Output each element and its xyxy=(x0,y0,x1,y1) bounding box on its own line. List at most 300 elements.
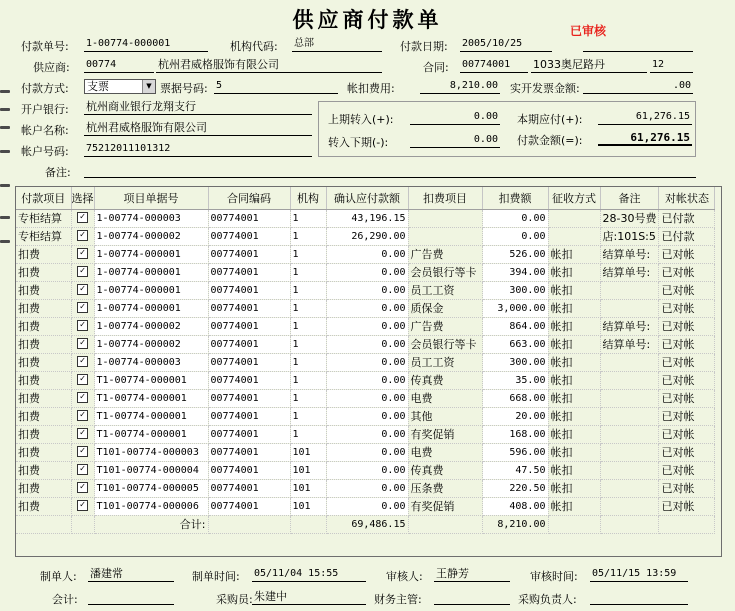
table-cell: 0.00 xyxy=(326,299,408,317)
table-cell: 结算单号: xyxy=(600,335,659,353)
current-due-label: 本期应付(+): xyxy=(517,113,583,126)
table-row[interactable] xyxy=(16,209,715,227)
table-cell: 408.00 xyxy=(482,497,548,515)
table-cell: 帐扣 xyxy=(548,335,600,353)
col-header[interactable]: 备注 xyxy=(600,187,659,209)
col-header[interactable]: 征收方式 xyxy=(548,187,600,209)
table-cell: 帐扣 xyxy=(548,245,600,263)
table-cell: 28-30号费 xyxy=(600,209,659,227)
table-cell: 1 xyxy=(290,299,326,317)
table-cell: 已对帐 xyxy=(659,443,715,461)
checkbox[interactable]: ✓ xyxy=(77,500,88,511)
table-cell: 帐扣 xyxy=(548,281,600,299)
deduct-fee-field: 8,210.00 xyxy=(420,79,500,94)
table-cell: 1 xyxy=(290,227,326,245)
table-cell: 扣费 xyxy=(16,371,71,389)
table-cell: 0.00 xyxy=(326,263,408,281)
total-row xyxy=(16,515,715,533)
table-cell: 00774001 xyxy=(208,335,290,353)
table-cell: 帐扣 xyxy=(548,497,600,515)
supplier-name-field: 杭州君威格服饰有限公司 xyxy=(156,58,382,73)
table-cell: T101-00774-000004 xyxy=(94,461,208,479)
pay-method-value: 支票 xyxy=(87,80,109,93)
table-cell: 扣费 xyxy=(16,353,71,371)
table-cell: 已对帐 xyxy=(659,263,715,281)
select-checkbox-cell[interactable] xyxy=(71,389,94,407)
edge-handle xyxy=(0,216,10,219)
table-cell: 电费 xyxy=(408,389,482,407)
col-header[interactable]: 确认应付款额 xyxy=(326,187,408,209)
table-cell: T1-00774-000001 xyxy=(94,425,208,443)
table-cell xyxy=(600,407,659,425)
select-checkbox-cell[interactable] xyxy=(71,227,94,245)
table-cell xyxy=(548,209,600,227)
table-cell: 广告费 xyxy=(408,317,482,335)
table-cell: 43,196.15 xyxy=(326,209,408,227)
bank-label: 开户银行: xyxy=(21,103,69,116)
table-cell: 1 xyxy=(290,245,326,263)
table-cell: 扣费 xyxy=(16,245,71,263)
checkbox[interactable]: ✓ xyxy=(77,374,88,385)
account-no-label: 帐户号码: xyxy=(21,145,69,158)
table-cell: 00774001 xyxy=(208,299,290,317)
org-field[interactable]: 总部 xyxy=(292,37,382,52)
table-cell: 员工工资 xyxy=(408,281,482,299)
table-cell: 526.00 xyxy=(482,245,548,263)
table-cell: 0.00 xyxy=(326,497,408,515)
table-cell: 394.00 xyxy=(482,263,548,281)
table-row[interactable] xyxy=(16,263,715,281)
accountant-field xyxy=(88,590,174,605)
table-cell: 扣费 xyxy=(16,263,71,281)
ticket-label: 票据号码: xyxy=(160,82,208,95)
edge-handle xyxy=(0,184,10,187)
col-header[interactable]: 机构 xyxy=(290,187,326,209)
checkbox[interactable]: ✓ xyxy=(77,212,88,223)
edge-handle xyxy=(0,90,10,93)
table-row[interactable] xyxy=(16,317,715,335)
table-cell: 20.00 xyxy=(482,407,548,425)
status-extra-field xyxy=(583,37,693,52)
pay-amount-label: 付款金额(=): xyxy=(517,134,583,147)
table-cell: 0.00 xyxy=(326,281,408,299)
maker-label: 制单人: xyxy=(40,570,77,583)
table-row[interactable] xyxy=(16,389,715,407)
select-checkbox-cell[interactable] xyxy=(71,317,94,335)
buyer-label: 采购员: xyxy=(216,593,253,606)
col-header[interactable]: 对帐状态 xyxy=(659,187,715,209)
table-cell: 0.00 xyxy=(326,317,408,335)
table-cell: 帐扣 xyxy=(548,389,600,407)
table-cell: 101 xyxy=(290,497,326,515)
prev-in-field[interactable]: 0.00 xyxy=(410,110,500,125)
table-cell: 1-00774-000001 xyxy=(94,245,208,263)
table-cell xyxy=(548,227,600,245)
audit-time-field: 05/11/15 13:59 xyxy=(590,567,688,582)
table-cell: 帐扣 xyxy=(548,461,600,479)
table-cell: 00774001 xyxy=(208,443,290,461)
table-cell: 扣费 xyxy=(16,407,71,425)
accountant-label: 会计: xyxy=(52,593,78,606)
table-cell: 00774001 xyxy=(208,371,290,389)
col-header[interactable]: 选择 xyxy=(71,187,94,209)
checkbox[interactable]: ✓ xyxy=(77,266,88,277)
checkbox[interactable]: ✓ xyxy=(77,446,88,457)
select-checkbox-cell[interactable] xyxy=(71,443,94,461)
table-cell: 电费 xyxy=(408,443,482,461)
table-cell: 0.00 xyxy=(326,371,408,389)
table-cell xyxy=(600,443,659,461)
table-cell: 已对帐 xyxy=(659,335,715,353)
table-cell: 员工工资 xyxy=(408,353,482,371)
table-cell: 1 xyxy=(290,425,326,443)
table-cell: 0.00 xyxy=(326,443,408,461)
table-cell: 864.00 xyxy=(482,317,548,335)
table-cell: 1-00774-000001 xyxy=(94,281,208,299)
table-cell: 已对帐 xyxy=(659,281,715,299)
table-cell: 扣费 xyxy=(16,461,71,479)
table-cell: 已对帐 xyxy=(659,245,715,263)
col-header[interactable]: 合同编码 xyxy=(208,187,290,209)
table-cell: 专柜结算 xyxy=(16,227,71,245)
chevron-down-icon[interactable]: ▼ xyxy=(142,80,155,93)
table-cell: 1-00774-000002 xyxy=(94,317,208,335)
table-row[interactable] xyxy=(16,479,715,497)
table-cell: 1 xyxy=(290,263,326,281)
table-cell xyxy=(600,389,659,407)
table-cell: T101-00774-000006 xyxy=(94,497,208,515)
table-cell: 1 xyxy=(290,353,326,371)
table-cell: T101-00774-000005 xyxy=(94,479,208,497)
select-checkbox-cell[interactable] xyxy=(71,479,94,497)
table-cell: 47.50 xyxy=(482,461,548,479)
invoice-label: 实开发票金额: xyxy=(510,82,580,95)
finance-field xyxy=(434,590,510,605)
table-cell: 101 xyxy=(290,479,326,497)
table-cell: 00774001 xyxy=(208,461,290,479)
table-cell: 1 xyxy=(290,281,326,299)
table-cell: 已对帐 xyxy=(659,371,715,389)
checkbox[interactable]: ✓ xyxy=(77,320,88,331)
table-row[interactable] xyxy=(16,227,715,245)
edge-handle xyxy=(0,108,10,111)
table-cell: 扣费 xyxy=(16,317,71,335)
remark-label: 备注: xyxy=(45,166,71,179)
table-cell: 扣费 xyxy=(16,299,71,317)
maker-field: 潘建常 xyxy=(88,567,174,582)
audit-time-label: 审核时间: xyxy=(530,570,578,583)
table-cell xyxy=(600,461,659,479)
table-cell: 00774001 xyxy=(208,389,290,407)
table-cell: 00774001 xyxy=(208,407,290,425)
detail-table xyxy=(16,187,715,534)
col-header[interactable]: 项目单据号 xyxy=(94,187,208,209)
table-cell: 300.00 xyxy=(482,353,548,371)
table-cell: 0.00 xyxy=(482,227,548,245)
checkbox[interactable]: ✓ xyxy=(77,356,88,367)
remark-field[interactable] xyxy=(84,163,696,178)
total-fee: 8,210.00 xyxy=(482,515,548,533)
table-cell: 00774001 xyxy=(208,209,290,227)
table-cell: 0.00 xyxy=(326,353,408,371)
table-cell: 663.00 xyxy=(482,335,548,353)
checkbox[interactable]: ✓ xyxy=(77,482,88,493)
table-cell: 0.00 xyxy=(326,389,408,407)
edge-handle xyxy=(0,126,10,129)
deduct-fee-label: 帐扣费用: xyxy=(347,82,395,95)
table-cell: 00774001 xyxy=(208,353,290,371)
table-cell: 已对帐 xyxy=(659,479,715,497)
select-checkbox-cell[interactable] xyxy=(71,425,94,443)
table-cell: 0.00 xyxy=(326,425,408,443)
edge-handle xyxy=(0,150,10,153)
bank-field[interactable]: 杭州商业银行龙翔支行 xyxy=(84,100,312,115)
table-cell: 0.00 xyxy=(326,245,408,263)
table-cell: 结算单号: xyxy=(600,317,659,335)
page-title: 供应商付款单 xyxy=(292,7,443,32)
table-cell: 1 xyxy=(290,335,326,353)
table-cell: 帐扣 xyxy=(548,371,600,389)
table-cell: 会员银行等卡 xyxy=(408,263,482,281)
table-cell: 已对帐 xyxy=(659,389,715,407)
table-cell: T1-00774-000001 xyxy=(94,389,208,407)
table-cell: 1-00774-000003 xyxy=(94,353,208,371)
table-cell: 1 xyxy=(290,317,326,335)
select-checkbox-cell[interactable] xyxy=(71,209,94,227)
checkbox[interactable]: ✓ xyxy=(77,464,88,475)
table-cell: 00774001 xyxy=(208,263,290,281)
prev-in-label: 上期转入(+): xyxy=(328,113,394,126)
select-checkbox-cell[interactable] xyxy=(71,299,94,317)
table-cell xyxy=(408,209,482,227)
ticket-field[interactable]: 5 xyxy=(214,79,338,94)
table-cell: T101-00774-000003 xyxy=(94,443,208,461)
table-cell: 0.00 xyxy=(326,407,408,425)
pay-no-label: 付款单号: xyxy=(21,40,69,53)
table-cell: 扣费 xyxy=(16,281,71,299)
select-checkbox-cell[interactable] xyxy=(71,335,94,353)
table-cell: 已对帐 xyxy=(659,425,715,443)
table-cell xyxy=(600,479,659,497)
table-cell: 已对帐 xyxy=(659,353,715,371)
table-cell: 帐扣 xyxy=(548,299,600,317)
pay-amount-field: 61,276.15 xyxy=(598,131,692,146)
table-cell: 00774001 xyxy=(208,317,290,335)
auditor-label: 审核人: xyxy=(386,570,423,583)
select-checkbox-cell[interactable] xyxy=(71,245,94,263)
next-out-field[interactable]: 0.00 xyxy=(410,133,500,148)
table-row[interactable] xyxy=(16,425,715,443)
contract-no-field[interactable]: 00774001 xyxy=(460,58,528,73)
table-cell: 扣费 xyxy=(16,497,71,515)
table-cell: 0.00 xyxy=(326,461,408,479)
select-checkbox-cell[interactable] xyxy=(71,353,94,371)
table-cell: 扣费 xyxy=(16,389,71,407)
table-cell: 1 xyxy=(290,209,326,227)
pay-method-label: 付款方式: xyxy=(21,82,69,95)
table-cell: 0.00 xyxy=(326,479,408,497)
table-cell: 扣费 xyxy=(16,443,71,461)
table-cell: 300.00 xyxy=(482,281,548,299)
table-cell: 168.00 xyxy=(482,425,548,443)
table-cell: 扣费 xyxy=(16,425,71,443)
table-cell: 广告费 xyxy=(408,245,482,263)
col-header[interactable]: 扣费额 xyxy=(482,187,548,209)
table-cell: 1 xyxy=(290,407,326,425)
table-row[interactable] xyxy=(16,407,715,425)
contract-label: 合同: xyxy=(423,61,449,74)
table-row[interactable] xyxy=(16,461,715,479)
table-cell: 00774001 xyxy=(208,281,290,299)
make-time-label: 制单时间: xyxy=(192,570,240,583)
table-cell: 00774001 xyxy=(208,425,290,443)
table-cell: T1-00774-000001 xyxy=(94,407,208,425)
table-row[interactable] xyxy=(16,281,715,299)
table-cell: 已付款 xyxy=(659,209,715,227)
table-row[interactable] xyxy=(16,299,715,317)
table-cell xyxy=(600,497,659,515)
table-cell: 结算单号: xyxy=(600,263,659,281)
table-cell: 有奖促销 xyxy=(408,425,482,443)
table-cell: 1 xyxy=(290,371,326,389)
table-cell: 1-00774-000002 xyxy=(94,227,208,245)
table-row[interactable] xyxy=(16,497,715,515)
total-label: 合计: xyxy=(94,515,208,533)
pay-no-field[interactable]: 1-00774-000001 xyxy=(84,37,208,52)
table-cell xyxy=(600,425,659,443)
account-name-field[interactable]: 杭州君威格服饰有限公司 xyxy=(84,121,312,136)
table-cell: 26,290.00 xyxy=(326,227,408,245)
table-row[interactable] xyxy=(16,335,715,353)
table-cell: 101 xyxy=(290,443,326,461)
table-cell: 3,000.00 xyxy=(482,299,548,317)
select-checkbox-cell[interactable] xyxy=(71,497,94,515)
org-label: 机构代码: xyxy=(230,40,278,53)
table-cell: 00774001 xyxy=(208,497,290,515)
make-time-field: 05/11/04 15:55 xyxy=(252,567,366,582)
table-cell: 00774001 xyxy=(208,227,290,245)
contract-extra-field: 12 xyxy=(650,58,693,73)
total-confirm: 69,486.15 xyxy=(326,515,408,533)
table-cell: 帐扣 xyxy=(548,443,600,461)
account-no-field[interactable]: 75212011101312 xyxy=(84,142,312,157)
table-cell: 帐扣 xyxy=(548,479,600,497)
detail-grid[interactable] xyxy=(15,186,722,557)
finance-label: 财务主管: xyxy=(374,593,422,606)
table-cell: 1-00774-000001 xyxy=(94,299,208,317)
pay-date-field[interactable]: 2005/10/25 xyxy=(460,37,552,52)
table-cell: 传真费 xyxy=(408,371,482,389)
table-cell: 1-00774-000002 xyxy=(94,335,208,353)
table-cell: 已对帐 xyxy=(659,317,715,335)
col-header[interactable]: 付款项目 xyxy=(16,187,71,209)
table-cell: 0.00 xyxy=(326,335,408,353)
table-cell: 35.00 xyxy=(482,371,548,389)
account-name-label: 帐户名称: xyxy=(21,124,69,137)
table-cell: 已对帐 xyxy=(659,497,715,515)
table-cell: 专柜结算 xyxy=(16,209,71,227)
table-cell: 会员银行等卡 xyxy=(408,335,482,353)
table-cell: 其他 xyxy=(408,407,482,425)
checkbox[interactable]: ✓ xyxy=(77,338,88,349)
table-cell: 1 xyxy=(290,389,326,407)
table-cell: 有奖促销 xyxy=(408,497,482,515)
table-cell xyxy=(600,353,659,371)
table-cell xyxy=(600,371,659,389)
table-cell: 扣费 xyxy=(16,479,71,497)
contract-store-field: 1033奥尼路丹 xyxy=(531,58,647,73)
pay-date-label: 付款日期: xyxy=(400,40,448,53)
table-cell: T1-00774-000001 xyxy=(94,371,208,389)
table-cell: 帐扣 xyxy=(548,425,600,443)
select-checkbox-cell[interactable] xyxy=(71,281,94,299)
header-row xyxy=(16,187,715,209)
table-cell: 传真费 xyxy=(408,461,482,479)
table-cell xyxy=(600,299,659,317)
checkbox[interactable]: ✓ xyxy=(77,428,88,439)
table-cell: 帐扣 xyxy=(548,407,600,425)
table-cell: 00774001 xyxy=(208,245,290,263)
table-cell: 压条费 xyxy=(408,479,482,497)
table-row[interactable] xyxy=(16,371,715,389)
next-out-label: 转入下期(-): xyxy=(328,136,389,149)
buyer-field: 朱建中 xyxy=(252,590,366,605)
table-cell: 结算单号: xyxy=(600,245,659,263)
checkbox[interactable]: ✓ xyxy=(77,410,88,421)
table-row[interactable] xyxy=(16,245,715,263)
table-cell: 0.00 xyxy=(482,209,548,227)
checkbox[interactable]: ✓ xyxy=(77,248,88,259)
checkbox[interactable]: ✓ xyxy=(77,284,88,295)
table-cell xyxy=(600,281,659,299)
current-due-field: 61,276.15 xyxy=(598,110,692,125)
supplier-code-field[interactable]: 00774 xyxy=(84,58,154,73)
table-cell: 00774001 xyxy=(208,479,290,497)
table-cell: 220.50 xyxy=(482,479,548,497)
table-cell: 已对帐 xyxy=(659,461,715,479)
checkbox[interactable]: ✓ xyxy=(77,230,88,241)
select-checkbox-cell[interactable] xyxy=(71,371,94,389)
select-checkbox-cell[interactable] xyxy=(71,263,94,281)
table-cell: 质保金 xyxy=(408,299,482,317)
invoice-field[interactable]: .00 xyxy=(583,79,693,94)
table-cell: 帐扣 xyxy=(548,353,600,371)
pay-method-select[interactable] xyxy=(84,79,156,94)
table-row[interactable] xyxy=(16,443,715,461)
table-cell: 101 xyxy=(290,461,326,479)
select-checkbox-cell[interactable] xyxy=(71,407,94,425)
checkbox[interactable]: ✓ xyxy=(77,302,88,313)
table-cell: 1-00774-000003 xyxy=(94,209,208,227)
purchase-head-field xyxy=(590,590,688,605)
table-cell: 已对帐 xyxy=(659,407,715,425)
purchase-head-label: 采购负责人: xyxy=(518,593,577,606)
table-cell: 已对帐 xyxy=(659,299,715,317)
table-cell: 帐扣 xyxy=(548,317,600,335)
col-header[interactable]: 扣费项目 xyxy=(408,187,482,209)
table-cell: 596.00 xyxy=(482,443,548,461)
table-cell xyxy=(408,227,482,245)
table-cell: 扣费 xyxy=(16,335,71,353)
table-cell: 帐扣 xyxy=(548,263,600,281)
table-cell: 668.00 xyxy=(482,389,548,407)
table-row[interactable] xyxy=(16,353,715,371)
edge-handle xyxy=(0,240,10,243)
select-checkbox-cell[interactable] xyxy=(71,461,94,479)
table-cell: 店:101S:5 xyxy=(600,227,659,245)
checkbox[interactable]: ✓ xyxy=(77,392,88,403)
table-cell: 已付款 xyxy=(659,227,715,245)
